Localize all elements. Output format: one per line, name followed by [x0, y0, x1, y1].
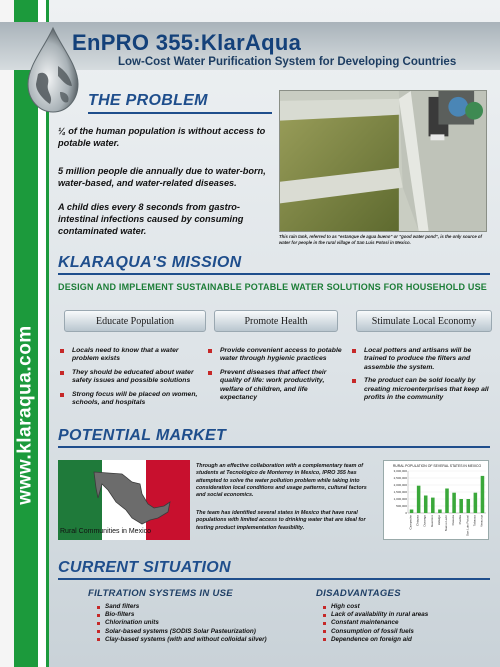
chart-bar	[438, 510, 442, 514]
chart-x-tick-label: Oaxaca	[451, 515, 456, 526]
filtration-title: FILTRATION SYSTEMS IN USE	[88, 588, 233, 599]
chart-x-tick-label: Hidalgo	[436, 515, 441, 526]
chart-y-tick-label: 3,000,000	[393, 469, 407, 473]
chart-bar	[431, 498, 435, 513]
market-paragraph-2: The team has identified several states in Mexico that have rural populations with limited access to drinking water that are ideal for testing product implementation feasibility.	[196, 510, 366, 531]
list-item: The product can be sold locally by creating microenterprises that keep all profits in the community	[350, 377, 490, 402]
left-stripe-white	[0, 0, 14, 667]
list-item: They should be educated about water safety issues and possible solutions	[58, 369, 198, 386]
educate-bullets	[58, 347, 198, 413]
page-subtitle: Low-Cost Water Purification System for Developing Countries	[118, 56, 457, 68]
chart-y-tick-label: 2,000,000	[393, 483, 407, 487]
pillar-stimulate-local-economy: Stimulate Local Economy	[356, 310, 492, 332]
chart-y-tick-label: 500,000	[396, 504, 407, 508]
chart-y-tick-label: 2,500,000	[393, 476, 407, 480]
pillar-educate-population: Educate Population	[64, 310, 206, 332]
list-item: Clay-based systems (with and without colloidal silver)	[96, 636, 267, 644]
photo-caption: This rain tank, referred to as "estanque de agua bueno" or "good water pond", is the only source of water for people in the rural village of San Luis Potosí in Mexico.	[279, 234, 482, 245]
chart-bar	[474, 493, 478, 513]
chart-x-tick-label: Tabasco	[472, 515, 477, 527]
chart-bar	[424, 496, 428, 514]
list-item: Chlorination units	[96, 619, 267, 627]
list-item: Prevent diseases that affect their quality of life: work productivity, welfare of children, and life expectancy	[206, 369, 346, 403]
market-heading: POTENTIAL MARKET	[58, 427, 227, 444]
vertical-url	[14, 175, 38, 655]
chart-x-tick-label: Durango	[422, 515, 427, 527]
market-paragraph-1: Through an effective collaboration with a complementary team of students at Tecnológico de Monterrey in Mexico, IPRO 355 has attempted to solve the water pollution problem while taking into consideration local conditions and usage patterns, cultural factors and social economics.	[196, 463, 367, 499]
chart-x-tick-label: Veracruz	[479, 515, 484, 527]
chart-svg	[384, 461, 490, 541]
problem-paragraph-2: 5 million people die annually due to water-born, water-based, and water-related diseases.	[58, 166, 266, 188]
problem-heading-rule	[88, 112, 272, 114]
health-bullets	[206, 347, 346, 408]
chart-y-tick-label: 1,500,000	[393, 490, 407, 494]
chart-x-tick-label: Chiapas	[415, 515, 420, 527]
chart-bar	[445, 489, 449, 514]
chart-x-tick-label: Puebla	[458, 515, 463, 525]
chart-x-tick-label: Nuevo León	[444, 515, 448, 532]
list-item: Sand filters	[96, 603, 267, 611]
rain-tank-photo	[279, 90, 487, 232]
chart-bar	[459, 499, 463, 513]
chart-y-tick-label: 1,000,000	[393, 497, 407, 501]
situation-heading: CURRENT SITUATION	[58, 559, 231, 576]
page-title: EnPRO 355:KlarAqua	[72, 30, 302, 55]
problem-paragraph-3: A child dies every 8 seconds from gastro-intestinal infections caused by consuming contaminated water.	[58, 202, 244, 236]
list-item: Strong focus will be placed on women, schools, and hospitals	[58, 391, 198, 408]
list-item: Constant maintenance	[322, 619, 428, 627]
list-item: Locals need to know that a water problem exists	[58, 347, 198, 364]
mission-statement: DESIGN AND IMPLEMENT SUSTAINABLE POTABLE WATER SOLUTIONS FOR HOUSEHOLD USE	[58, 282, 487, 292]
disadvantages-title: DISADVANTAGES	[316, 588, 401, 599]
chart-bar	[481, 476, 485, 513]
list-item: Provide convenient access to potable water through hygienic practices	[206, 347, 346, 364]
chart-bar	[452, 493, 456, 513]
list-item: Dependence on foreign aid	[322, 636, 428, 644]
vertical-url-text: www.klaraqua.com	[15, 325, 37, 505]
list-item: Solar-based systems (SODIS Solar Pasteurization)	[96, 628, 267, 636]
chart-bar	[467, 499, 471, 513]
chart-bar	[417, 486, 421, 513]
chart-x-tick-label: Campeche	[408, 515, 413, 530]
economy-bullets	[350, 347, 490, 408]
filtration-list	[96, 603, 267, 644]
mexico-map-icon	[92, 468, 172, 526]
mission-heading: KLARAQUA'S MISSION	[58, 254, 242, 271]
situation-heading-rule	[58, 578, 490, 580]
pillar-promote-health: Promote Health	[214, 310, 338, 332]
chart-bar	[410, 510, 414, 514]
disadvantages-list	[322, 603, 428, 644]
list-item: High cost	[322, 603, 428, 611]
list-item: Consumption of fossil fuels	[322, 628, 428, 636]
chart-title: RURAL POPULATION OF SEVERAL STATES IN MEXICO	[392, 464, 482, 468]
chart-x-tick-label: Guerrero	[429, 515, 434, 528]
chart-x-tick-label: San Luis Potosí	[465, 515, 470, 537]
list-item: Lack of availability in rural areas	[322, 611, 428, 619]
market-heading-rule	[58, 446, 490, 448]
list-item: Bio-filters	[96, 611, 267, 619]
rural-population-chart	[383, 460, 489, 540]
problem-heading: THE PROBLEM	[88, 92, 208, 109]
flag-caption: Rural Communities in Mexico	[60, 528, 152, 535]
problem-paragraph-1: ¼ of the human population is without access to potable water.	[58, 126, 266, 148]
chart-y-tick-label: 0	[405, 511, 407, 515]
mission-heading-rule	[58, 273, 490, 275]
list-item: Local potters and artisans will be trained to produce the filters and assemble the system.	[350, 347, 490, 372]
